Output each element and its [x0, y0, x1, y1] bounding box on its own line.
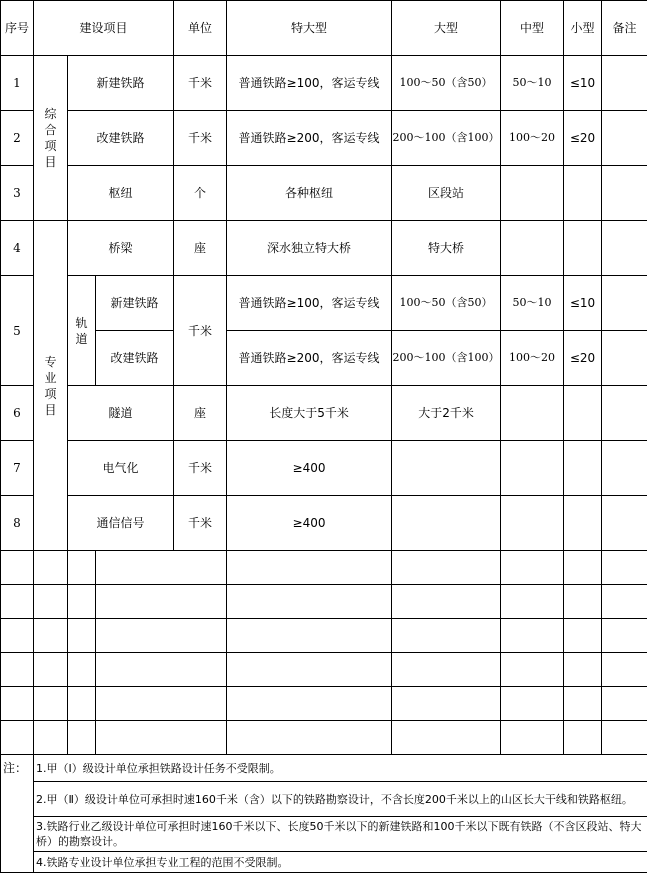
row-large: 100～50（含50） — [392, 56, 501, 111]
row-seq: 7 — [1, 441, 34, 496]
table-row — [1, 221, 647, 276]
row-seq: 8 — [1, 496, 34, 551]
row-medium: 100～20 — [501, 331, 564, 386]
row-small — [564, 386, 602, 441]
row-unit: 千米 — [174, 276, 227, 386]
row-small — [564, 221, 602, 276]
row-unit: 座 — [174, 221, 227, 276]
row-seq: 3 — [1, 166, 34, 221]
row-remarks — [602, 441, 647, 496]
row-name: 改建铁路 — [68, 111, 174, 166]
row-seq: 4 — [1, 221, 34, 276]
row-unit: 千米 — [174, 111, 227, 166]
blank-row — [1, 585, 647, 619]
row-small: ≤20 — [564, 111, 602, 166]
row-remarks — [602, 331, 647, 386]
blank-row — [1, 619, 647, 653]
note-row — [1, 817, 647, 852]
row-small — [564, 441, 602, 496]
note-3: 3.铁路行业乙级设计单位可承担时速160千米以下、长度50千米以下的新建铁路和100千米以下既有铁路（不含区段站、特大桥）的勘察设计。 — [34, 817, 647, 852]
row-super-large: ≥400 — [227, 496, 392, 551]
row-seq: 6 — [1, 386, 34, 441]
note-4: 4.铁路专业设计单位承担专业工程的范围不受限制。 — [34, 852, 647, 873]
row-medium — [501, 166, 564, 221]
row-medium — [501, 496, 564, 551]
row-large: 特大桥 — [392, 221, 501, 276]
table-row — [1, 496, 647, 551]
table-row — [1, 56, 647, 111]
row-unit: 座 — [174, 386, 227, 441]
header-seq: 序号 — [1, 1, 34, 56]
row-super-large: 深水独立特大桥 — [227, 221, 392, 276]
row-medium: 50～10 — [501, 56, 564, 111]
row-remarks — [602, 276, 647, 331]
row-remarks — [602, 56, 647, 111]
row-seq: 1 — [1, 56, 34, 111]
row-super-large: 普通铁路≥100，客运专线 — [227, 276, 392, 331]
row-super-large: 普通铁路≥100，客运专线 — [227, 56, 392, 111]
header-large: 大型 — [392, 1, 501, 56]
row-remarks — [602, 166, 647, 221]
group-specialized — [34, 221, 68, 551]
row-medium: 100～20 — [501, 111, 564, 166]
row-large — [392, 441, 501, 496]
row-name: 电气化 — [68, 441, 174, 496]
notes-label: 注： — [1, 755, 34, 873]
row-super-large: 各种枢纽 — [227, 166, 392, 221]
row-large: 100～50（含50） — [392, 276, 501, 331]
table-row — [1, 166, 647, 221]
table-row — [1, 331, 647, 386]
row-unit: 千米 — [174, 496, 227, 551]
table-row — [1, 111, 647, 166]
note-row — [1, 852, 647, 873]
row-large — [392, 496, 501, 551]
row-large: 大于2千米 — [392, 386, 501, 441]
row-medium — [501, 386, 564, 441]
row-name: 桥梁 — [68, 221, 174, 276]
row-small: ≤20 — [564, 331, 602, 386]
row-small — [564, 166, 602, 221]
row-remarks — [602, 386, 647, 441]
row-super-large: 长度大于5千米 — [227, 386, 392, 441]
header-row — [1, 1, 647, 56]
row-remarks — [602, 496, 647, 551]
header-medium: 中型 — [501, 1, 564, 56]
row-medium — [501, 441, 564, 496]
row-super-large: 普通铁路≥200，客运专线 — [227, 111, 392, 166]
group-specialized-label: 专业项目 — [44, 354, 57, 417]
note-1: 1.甲（Ⅰ）级设计单位承担铁路设计任务不受限制。 — [34, 755, 647, 782]
table-row — [1, 386, 647, 441]
blank-row — [1, 653, 647, 687]
row-unit: 个 — [174, 166, 227, 221]
row-small: ≤10 — [564, 276, 602, 331]
row-small: ≤10 — [564, 56, 602, 111]
header-project: 建设项目 — [34, 1, 174, 56]
row-name: 枢纽 — [68, 166, 174, 221]
row-unit: 千米 — [174, 56, 227, 111]
header-unit: 单位 — [174, 1, 227, 56]
group-track — [68, 276, 96, 386]
note-row — [1, 755, 647, 782]
row-large: 区段站 — [392, 166, 501, 221]
group-comprehensive — [34, 56, 68, 221]
table-row — [1, 441, 647, 496]
row-medium — [501, 221, 564, 276]
blank-row — [1, 721, 647, 755]
row-name: 新建铁路 — [96, 276, 174, 331]
note-row — [1, 782, 647, 817]
group-comprehensive-label: 综合项目 — [44, 107, 57, 169]
row-super-large: 普通铁路≥200，客运专线 — [227, 331, 392, 386]
note-2: 2.甲（Ⅱ）级设计单位可承担时速160千米（含）以下的铁路勘察设计，不含长度200千米以上的山区长大干线和铁路枢纽。 — [34, 782, 647, 817]
blank-row — [1, 687, 647, 721]
row-small — [564, 496, 602, 551]
header-small: 小型 — [564, 1, 602, 56]
row-large: 200～100（含100） — [392, 331, 501, 386]
row-name: 新建铁路 — [68, 56, 174, 111]
header-remarks: 备注 — [602, 1, 647, 56]
row-remarks — [602, 221, 647, 276]
row-name: 通信信号 — [68, 496, 174, 551]
row-large: 200～100（含100） — [392, 111, 501, 166]
row-remarks — [602, 111, 647, 166]
row-name: 隧道 — [68, 386, 174, 441]
blank-row — [1, 551, 647, 585]
row-medium: 50～10 — [501, 276, 564, 331]
row-name: 改建铁路 — [96, 331, 174, 386]
group-track-label: 轨道 — [75, 315, 88, 346]
header-super-large: 特大型 — [227, 1, 392, 56]
table-row — [1, 276, 647, 331]
row-seq: 5 — [1, 276, 34, 386]
row-seq: 2 — [1, 111, 34, 166]
row-unit: 千米 — [174, 441, 227, 496]
row-super-large: ≥400 — [227, 441, 392, 496]
